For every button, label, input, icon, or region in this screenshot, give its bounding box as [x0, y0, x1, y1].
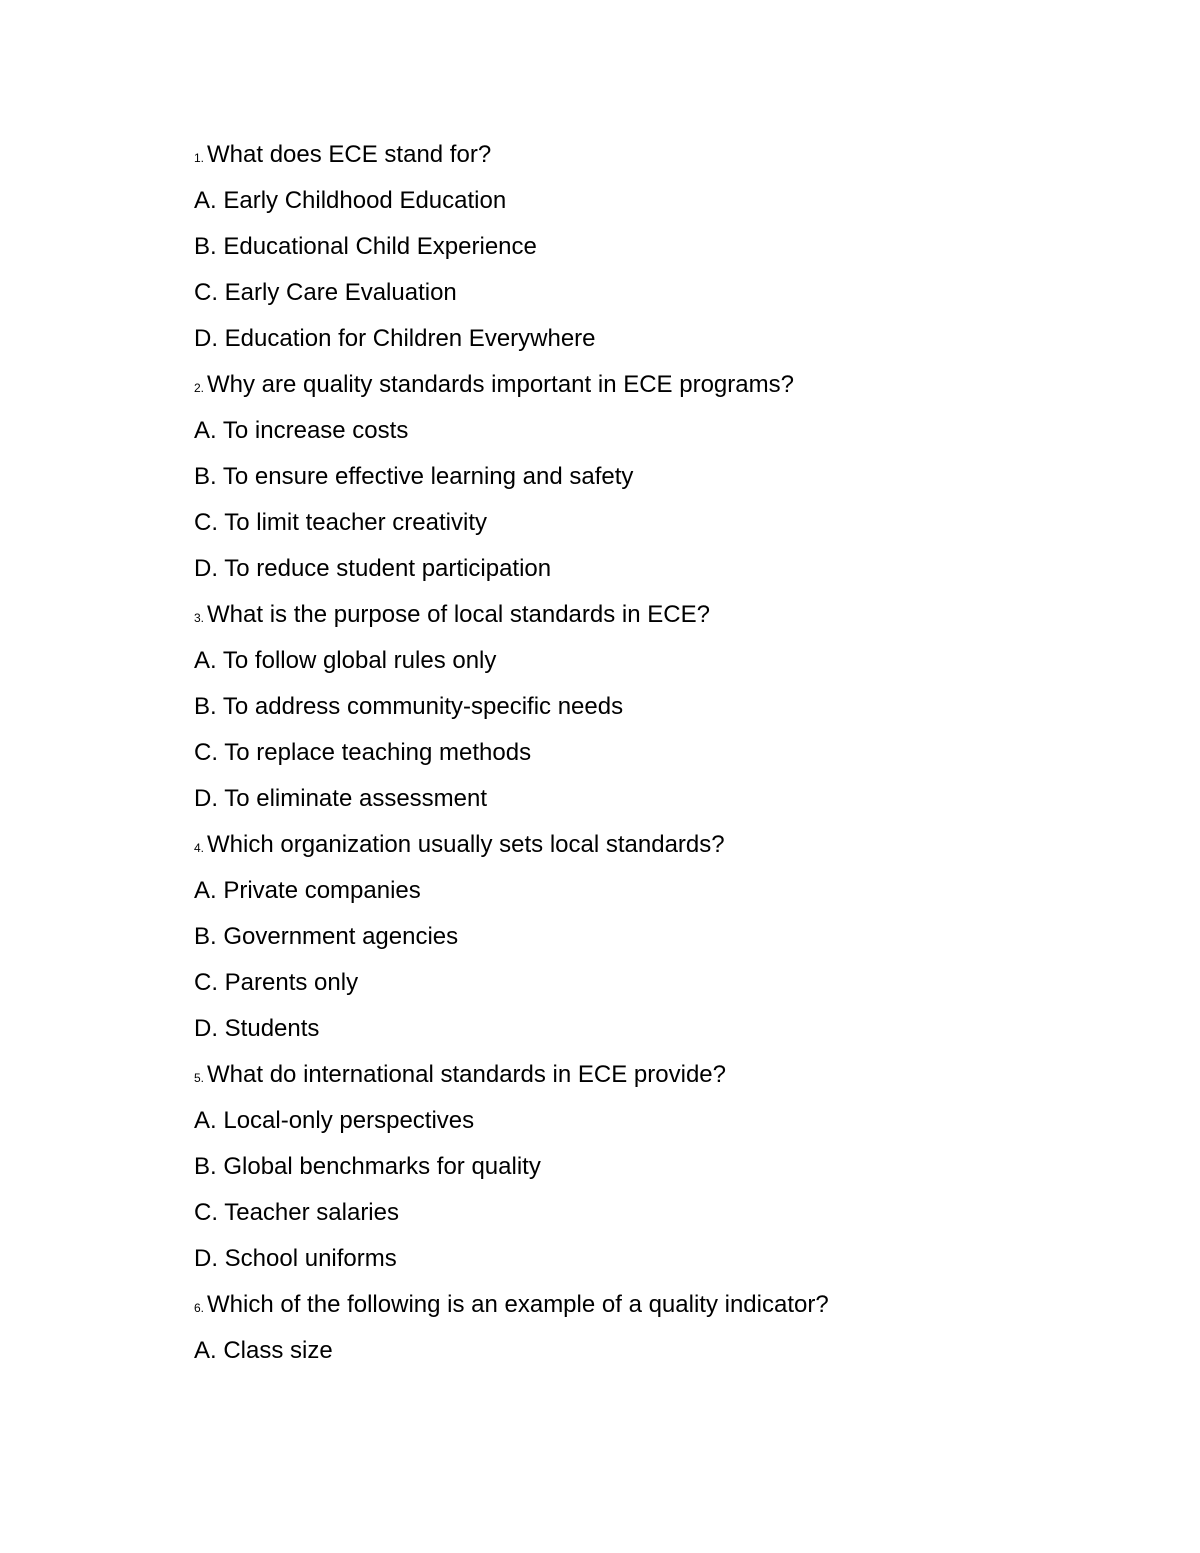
question-block-4: [194, 830, 1094, 1044]
question-text: What do international standards in ECE provide?: [207, 1061, 726, 1088]
quiz-list: [194, 140, 1094, 1382]
option-d: D. To reduce student participation: [194, 555, 552, 582]
question-3: [194, 600, 1094, 630]
option-b: B. To ensure effective learning and safety: [194, 463, 634, 490]
option-c: C. To replace teaching methods: [194, 739, 532, 766]
question-number: 6.: [194, 1301, 205, 1315]
question-5: [194, 1060, 1094, 1090]
option-d: D. Education for Children Everywhere: [194, 325, 596, 352]
question-1: [194, 140, 1094, 170]
question-4: [194, 830, 1094, 860]
question-block-3: [194, 600, 1094, 814]
question-text: Which organization usually sets local standards?: [207, 831, 725, 858]
option-c: C. To limit teacher creativity: [194, 509, 487, 536]
option-c: C. Parents only: [194, 969, 359, 996]
question-6: [194, 1290, 1094, 1320]
option-a: A. To increase costs: [194, 417, 409, 444]
option-d: D. To eliminate assessment: [194, 785, 488, 812]
question-number: 4.: [194, 841, 205, 855]
option-d: D. Students: [194, 1015, 320, 1042]
question-number: 2.: [194, 381, 205, 395]
option-b: B. Global benchmarks for quality: [194, 1153, 541, 1180]
question-text: Which of the following is an example of a quality indicator?: [207, 1291, 829, 1318]
question-2: [194, 370, 1094, 400]
question-block-2: [194, 370, 1094, 584]
option-a: A. Local-only perspectives: [194, 1107, 475, 1134]
question-number: 1.: [194, 151, 205, 165]
question-block-5: [194, 1060, 1094, 1274]
question-number: 3.: [194, 611, 205, 625]
question-text: What is the purpose of local standards in ECE?: [207, 601, 710, 628]
option-c: C. Teacher salaries: [194, 1199, 399, 1226]
question-text: Why are quality standards important in ECE programs?: [207, 371, 794, 398]
option-b: B. Educational Child Experience: [194, 233, 537, 260]
option-a: A. Early Childhood Education: [194, 187, 507, 214]
option-a: A. To follow global rules only: [194, 647, 497, 674]
option-c: C. Early Care Evaluation: [194, 279, 457, 306]
question-block-1: [194, 140, 1094, 354]
question-text: What does ECE stand for?: [207, 141, 492, 168]
option-d: D. School uniforms: [194, 1245, 397, 1272]
option-b: B. To address community-specific needs: [194, 693, 624, 720]
question-number: 5.: [194, 1071, 205, 1085]
option-a: A. Class size: [194, 1337, 333, 1364]
option-b: B. Government agencies: [194, 923, 459, 950]
question-block-6: [194, 1290, 1094, 1366]
option-a: A. Private companies: [194, 877, 421, 904]
